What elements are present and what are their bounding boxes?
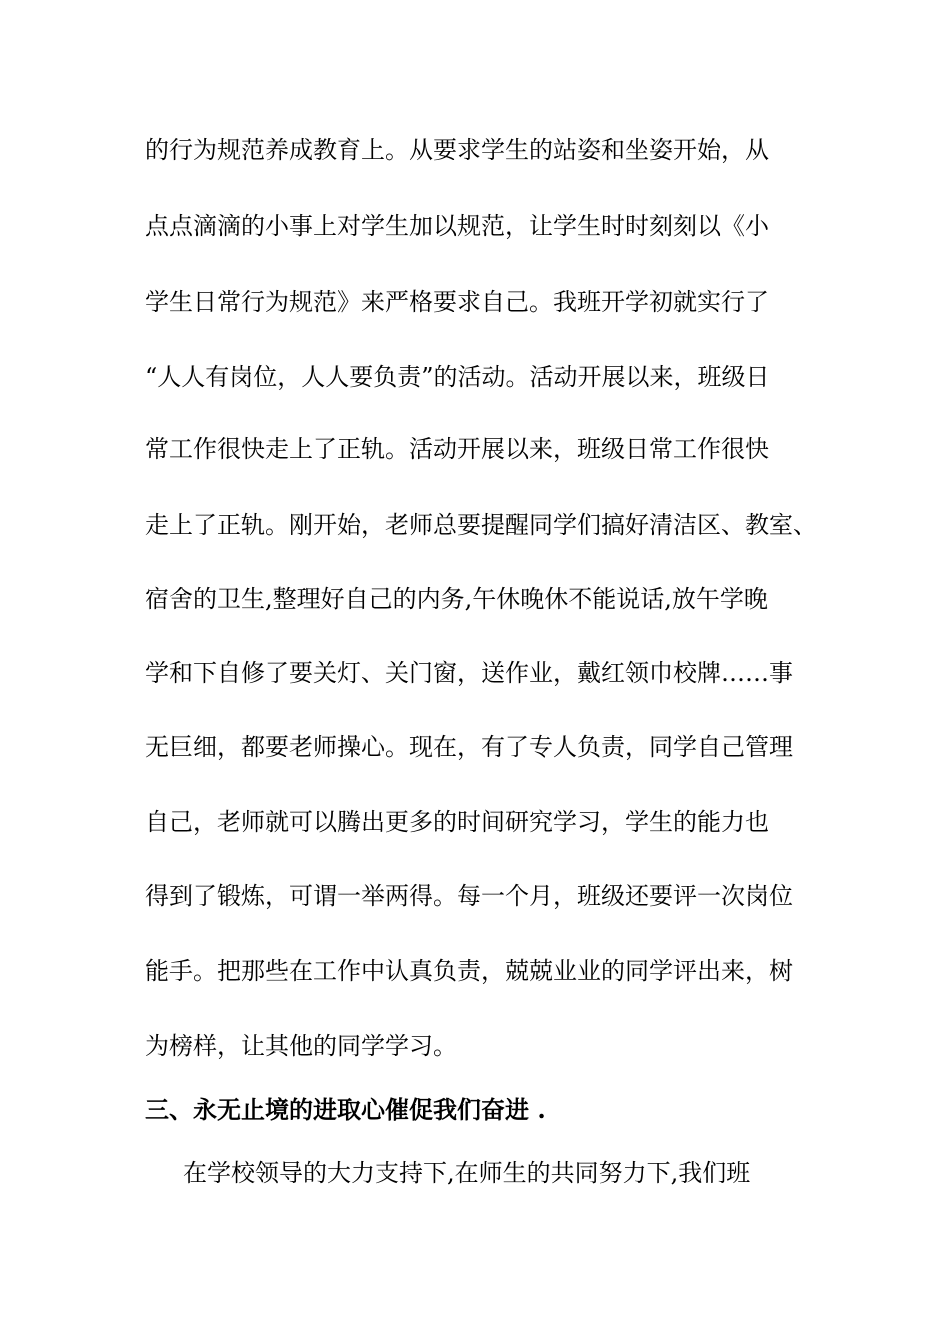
paragraph-line: 为榜样，让其他的同学学习。	[145, 1032, 457, 1060]
paragraph-line: 点点滴滴的小事上对学生加以规范，让学生时时刻刻以《小	[145, 212, 769, 240]
paragraph-line: 的行为规范养成教育上。从要求学生的站姿和坐姿开始，从	[145, 136, 769, 164]
paragraph-line: 无巨细，都要老师操心。现在，有了专人负责，同学自己管理	[145, 733, 793, 761]
paragraph-line: 走上了正轨。刚开始，老师总要提醒同学们搞好清洁区、教室、	[145, 511, 817, 539]
paragraph-line: “人人有岗位，人人要负责”的活动。活动开展以来，班级日	[145, 363, 770, 391]
paragraph-line: 在学校领导的大力支持下,在师生的共同努力下,我们班	[183, 1159, 751, 1187]
paragraph-line: 学和下自修了要关灯、关门窗，送作业，戴红领巾校牌……事	[145, 659, 793, 687]
paragraph-line: 能手。把那些在工作中认真负责，兢兢业业的同学评出来，树	[145, 957, 793, 985]
paragraph-line: 学生日常行为规范》来严格要求自己。我班开学初就实行了	[145, 288, 769, 316]
paragraph-line: 得到了锻炼，可谓一举两得。每一个月，班级还要评一次岗位	[145, 882, 793, 910]
paragraph-line: 常工作很快走上了正轨。活动开展以来，班级日常工作很快	[145, 435, 769, 463]
section-heading: 三、永无止境的进取心催促我们奋进 .	[145, 1095, 546, 1124]
paragraph-line: 宿舍的卫生,整理好自己的内务,午休晚休不能说话,放午学晚	[145, 585, 768, 613]
paragraph-line: 自己，老师就可以腾出更多的时间研究学习，学生的能力也	[145, 808, 769, 836]
